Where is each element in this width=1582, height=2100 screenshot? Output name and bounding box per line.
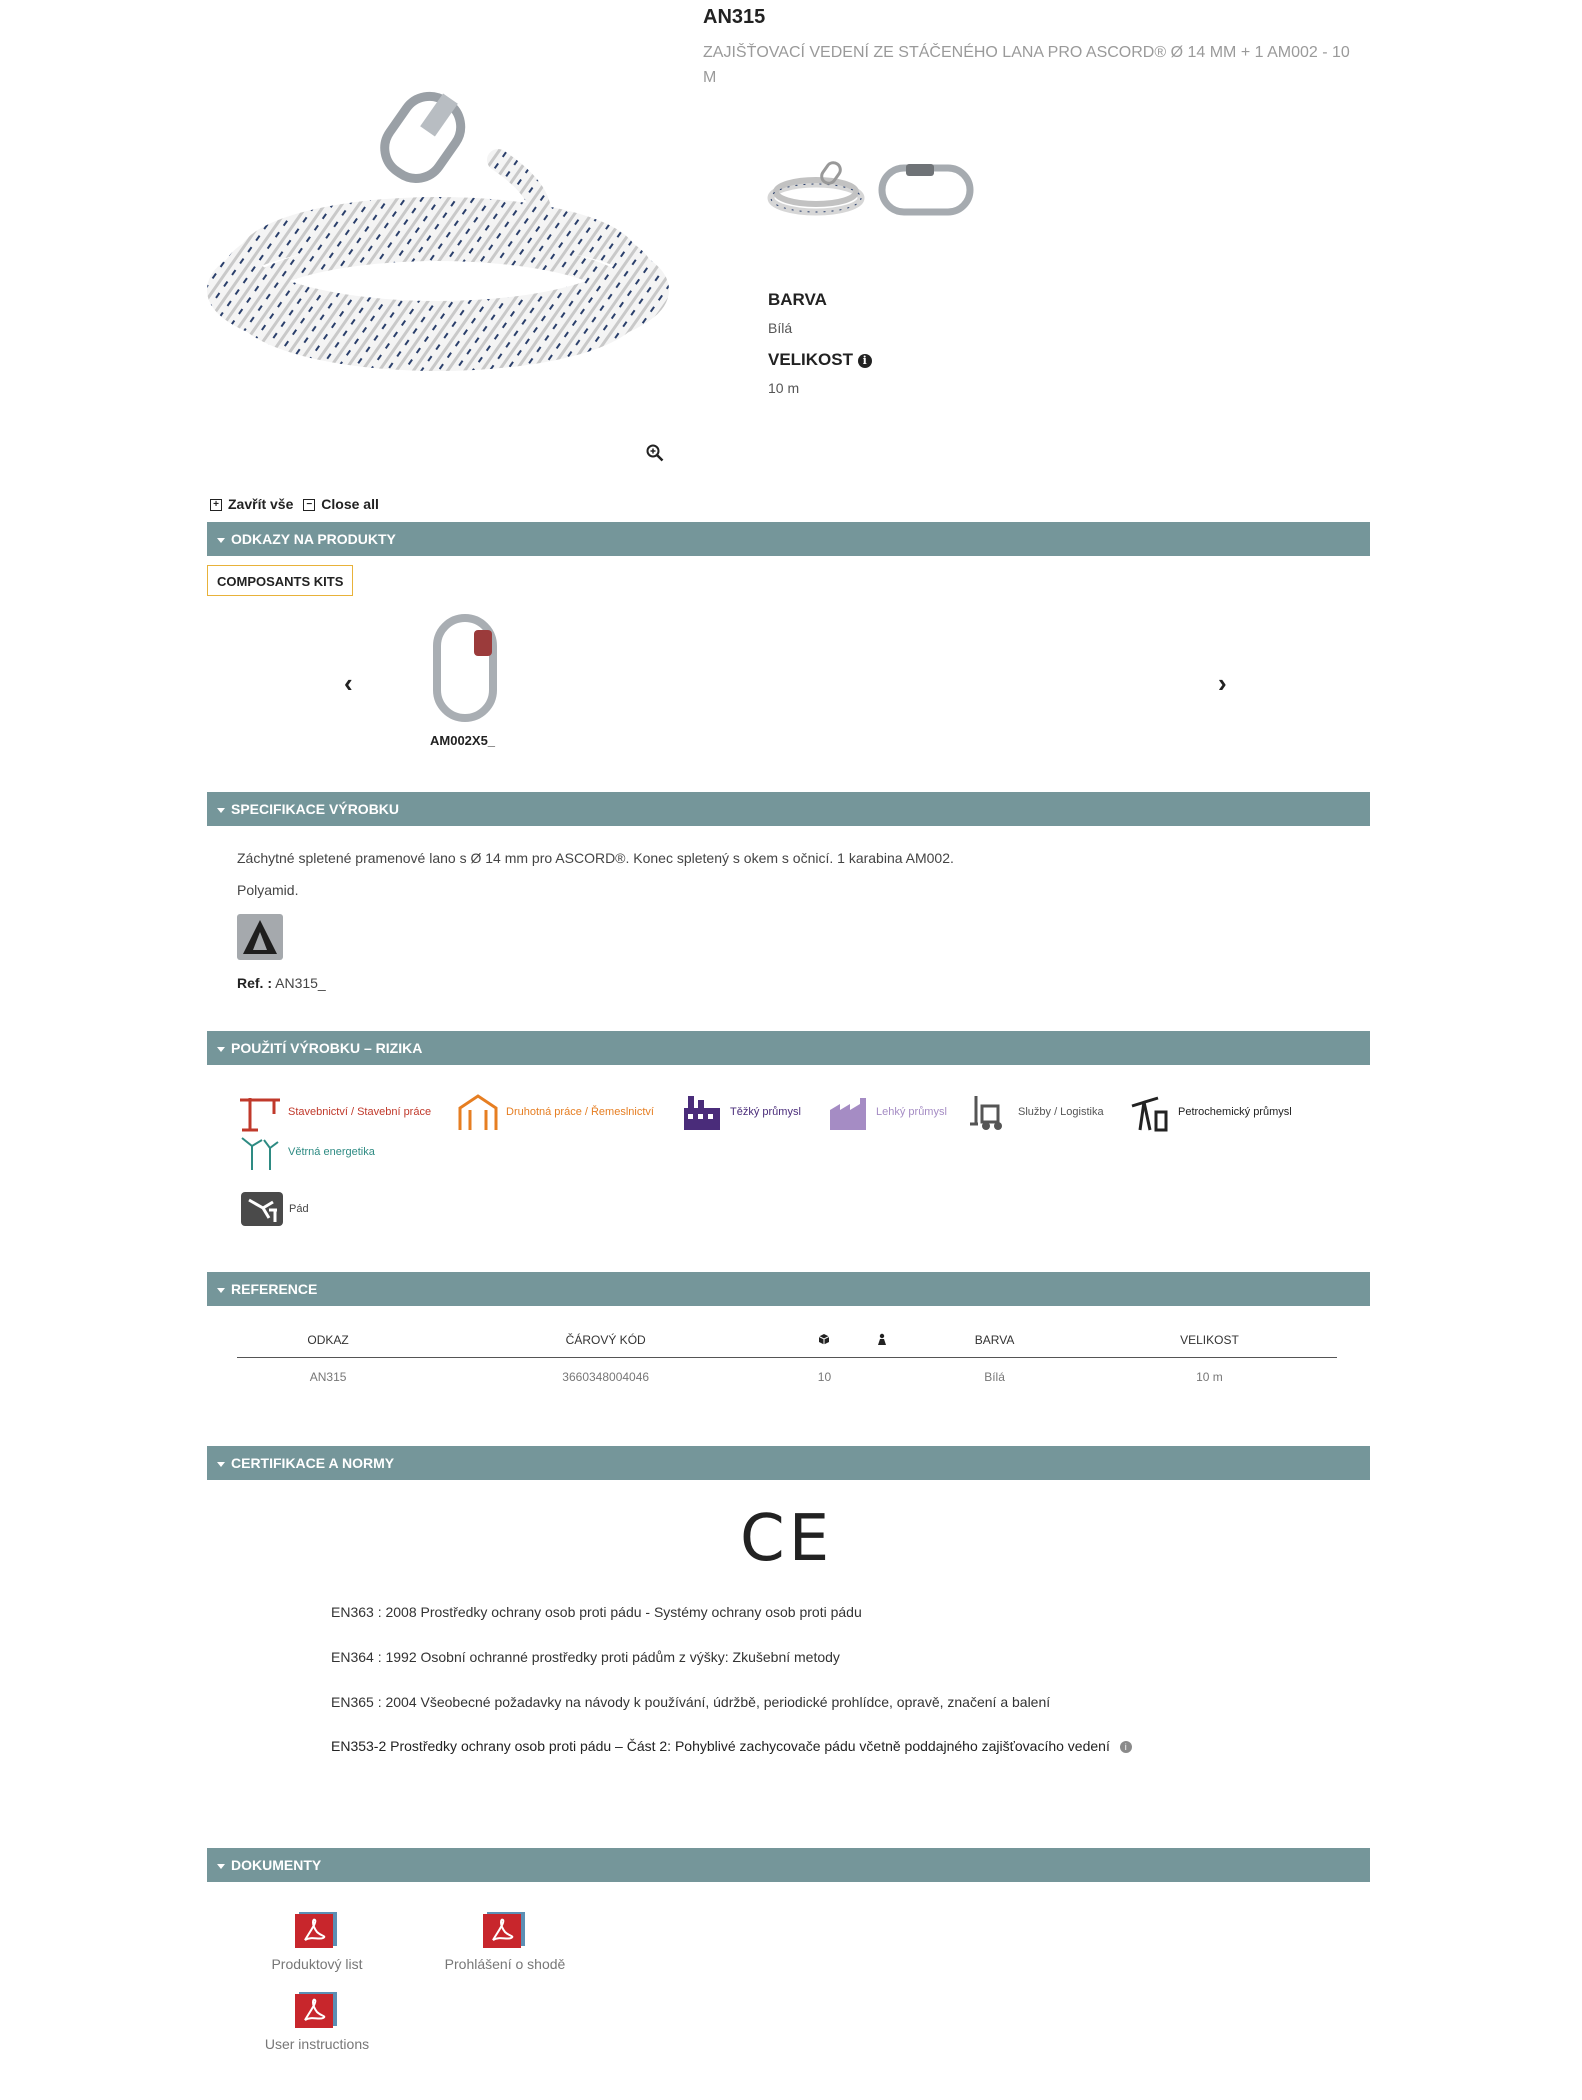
spec-ref-value: AN315_ [275, 975, 326, 991]
col-person-qty [857, 1323, 907, 1358]
close-all-toggle[interactable] [303, 496, 379, 512]
sector-logistics [968, 1092, 1104, 1132]
zoom-icon[interactable] [646, 444, 664, 462]
factory-icon [680, 1092, 724, 1132]
sector-label: Těžký průmysl [730, 1106, 801, 1118]
reference-table [237, 1323, 1337, 1396]
norm-item-row [331, 1738, 1132, 1754]
document-label: Prohlášení o shodě [444, 1956, 566, 1972]
cell-barcode: 3660348004046 [562, 1370, 650, 1384]
ce-mark: CE [740, 1502, 834, 1576]
spec-description: Záchytné spletené pramenové lano s Ø 14 mm pro ASCORD®. Konec spletený s okem s očnicí. 1 karabina AM002. [237, 850, 954, 866]
col-color: BARVA [907, 1323, 1082, 1358]
delta-plus-logo [237, 914, 283, 960]
norm-item: EN353-2 Prostředky ochrany osob proti pádu – Část 2: Pohyblivé zachycovače pádu včetně poddajného zajišťovacího vedení [331, 1738, 1110, 1754]
person-icon [877, 1333, 887, 1345]
sector-construction [238, 1092, 431, 1132]
fall-risk-icon [241, 1192, 283, 1226]
sector-wind-energy [238, 1132, 375, 1172]
cell-person-qty [857, 1358, 907, 1397]
carousel-next-button[interactable]: › [1218, 668, 1227, 698]
plus-box-icon: + [210, 499, 222, 511]
risk-fall [241, 1192, 309, 1226]
cell-box-qty: 10 [817, 1370, 832, 1384]
carousel-prev-button[interactable]: ‹ [344, 668, 353, 698]
size-value: 10 m [768, 380, 800, 396]
section-usage-title: POUŽITÍ VÝROBKU – RIZIKA [231, 1040, 423, 1056]
col-size: VELIKOST [1082, 1323, 1337, 1358]
sector-petrochemical [1128, 1092, 1292, 1132]
product-subtitle: ZAJIŠŤOVACÍ VEDENÍ ZE STÁČENÉHO LANA PRO ASCORD® Ø 14 MM + 1 AM002 - 10 M [703, 44, 1350, 86]
section-links-title: ODKAZY NA PRODUKTY [231, 531, 396, 547]
color-value: Bílá [768, 320, 793, 336]
caret-down-icon [217, 1288, 225, 1293]
caret-down-icon [217, 1864, 225, 1869]
forklift-icon [968, 1092, 1012, 1132]
section-docs-header[interactable] [207, 1848, 1370, 1882]
document-declaration[interactable] [415, 1910, 595, 1972]
carabiner-product-image[interactable] [428, 612, 502, 724]
section-spec-title: SPECIFIKACE VÝROBKU [231, 801, 400, 817]
pdf-icon [293, 1990, 341, 2030]
spec-material: Polyamid. [237, 882, 299, 898]
sector-label: Větrná energetika [288, 1146, 375, 1158]
toggle-row [210, 496, 379, 512]
norm-item: EN363 : 2008 Prostředky ochrany osob proti pádu - Systémy ochrany osob proti pádu [331, 1604, 862, 1620]
sector-label: Lehký průmysl [876, 1106, 947, 1118]
sector-label: Stavebnictví / Stavební práce [288, 1106, 432, 1118]
box-icon [818, 1333, 830, 1345]
col-reference: ODKAZ [237, 1323, 419, 1358]
caret-down-icon [217, 538, 225, 543]
section-cert-header[interactable] [207, 1446, 1370, 1480]
col-barcode: ČÁROVÝ KÓD [419, 1323, 792, 1358]
document-label: User instructions [264, 2036, 370, 2052]
wind-turbine-icon [238, 1132, 282, 1172]
sector-label: Druhotná práce / Řemeslnictví [506, 1106, 654, 1118]
close-all-label: Close all [321, 496, 379, 512]
caret-down-icon [217, 1462, 225, 1467]
spec-ref-row [237, 975, 326, 991]
open-all-toggle[interactable] [210, 496, 293, 512]
col-box-qty [792, 1323, 857, 1358]
crane-icon [238, 1092, 282, 1132]
spec-ref-label: Ref. : [237, 975, 272, 991]
sector-heavy-industry [680, 1092, 801, 1132]
size-label: VELIKOST [768, 350, 854, 369]
house-frame-icon [456, 1092, 500, 1132]
risk-label: Pád [289, 1203, 309, 1215]
sector-label: Petrochemický průmysl [1178, 1106, 1292, 1118]
color-label: BARVA [768, 290, 827, 309]
minus-box-icon: − [303, 499, 315, 511]
caret-down-icon [217, 808, 225, 813]
product-code: AN315 [703, 6, 766, 28]
size-label-row [768, 350, 872, 370]
pdf-icon [481, 1910, 529, 1950]
caret-down-icon [217, 1047, 225, 1052]
section-reference-header[interactable] [207, 1272, 1370, 1306]
thumbnail-carabiner[interactable] [876, 150, 976, 230]
info-icon[interactable]: i [1120, 1741, 1132, 1753]
cell-size: 10 m [1196, 1370, 1223, 1384]
thumbnail-rope[interactable] [766, 150, 866, 230]
document-instructions[interactable] [227, 1990, 407, 2052]
sector-crafts [456, 1092, 654, 1132]
sector-label: Služby / Logistika [1018, 1106, 1104, 1118]
norm-item: EN365 : 2004 Všeobecné požadavky na návody k používání, údržbě, periodické prohlídce, opravě, značení a balení [331, 1694, 1051, 1710]
sector-light-industry [826, 1092, 947, 1132]
info-icon[interactable]: i [858, 354, 872, 368]
oil-pump-icon [1128, 1092, 1172, 1132]
section-spec-header[interactable] [207, 792, 1370, 826]
pdf-icon [293, 1910, 341, 1950]
document-product-sheet[interactable] [227, 1910, 407, 1972]
open-all-label: Zavřít vše [228, 496, 294, 512]
section-reference-title: REFERENCE [231, 1281, 318, 1297]
carousel-item-label[interactable]: AM002X5_ [430, 733, 496, 748]
product-main-image[interactable] [198, 90, 678, 390]
table-header-row [237, 1323, 1337, 1358]
section-docs-title: DOKUMENTY [231, 1857, 322, 1873]
cell-reference: AN315 [309, 1370, 347, 1384]
light-factory-icon [826, 1092, 870, 1132]
table-row [237, 1358, 1337, 1397]
tab-composants-kits[interactable]: COMPOSANTS KITS [207, 565, 353, 596]
section-links-header[interactable] [207, 522, 1370, 556]
document-label: Produktový list [271, 1956, 363, 1972]
section-cert-title: CERTIFIKACE A NORMY [231, 1455, 395, 1471]
norm-item: EN364 : 1992 Osobní ochranné prostředky proti pádům z výšky: Zkušební metody [331, 1649, 840, 1665]
cell-color: Bílá [984, 1370, 1005, 1384]
section-usage-header[interactable] [207, 1031, 1370, 1065]
